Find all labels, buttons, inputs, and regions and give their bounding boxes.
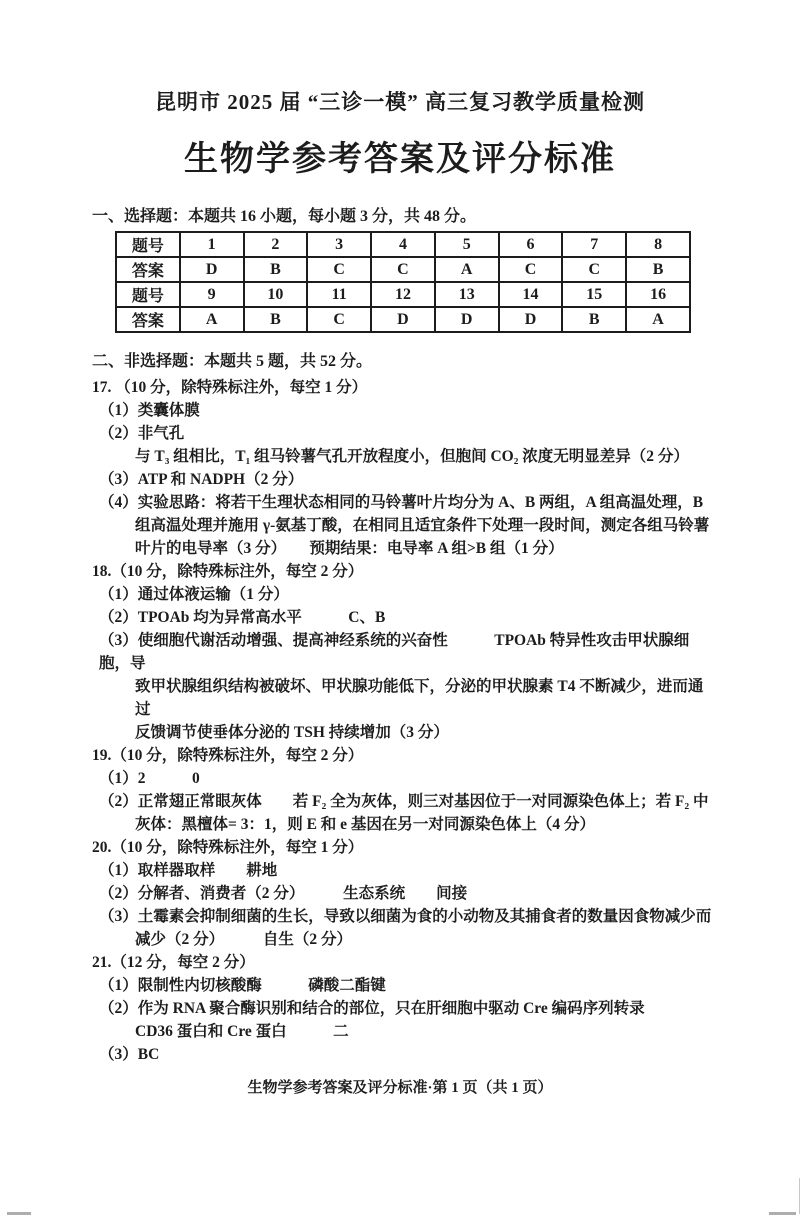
table-cell: 16 (626, 282, 690, 307)
answer-line: CD36 蛋白和 Cre 蛋白 二 (135, 1023, 349, 1040)
answer-line: 致甲状腺组织结构被破坏、甲状腺功能低下，分泌的甲状腺素 T4 不断减少，进而通过 (135, 678, 704, 718)
answer-line: 叶片的电导率（3 分） 预期结果：电导率 A 组>B 组（1 分） (135, 540, 564, 557)
table-cell: C (371, 257, 435, 282)
scan-artifact-bottom-right (769, 1212, 796, 1215)
table-cell: 1 (180, 232, 244, 257)
answer-line: （3）使细胞代谢活动增强、提高神经系统的兴奋性 TPOAb 特异性攻击甲状腺细胞，导 (99, 632, 690, 672)
table-cell: B (562, 307, 626, 332)
answer-line: 18.（10 分，除特殊标注外，每空 2 分） (92, 563, 364, 580)
table-cell: 6 (499, 232, 563, 257)
table-cell: 2 (244, 232, 308, 257)
answer-line: 17. （10 分，除特殊标注外，每空 1 分） (92, 379, 368, 396)
answer-line: 21.（12 分，每空 2 分） (92, 954, 255, 971)
table-cell: 5 (435, 232, 499, 257)
table-cell: C (499, 257, 563, 282)
table-cell: 8 (626, 232, 690, 257)
table-cell: 7 (562, 232, 626, 257)
table-cell: C (562, 257, 626, 282)
table-row-label: 答案 (116, 257, 180, 282)
table-cell: 15 (562, 282, 626, 307)
page-footer: 生物学参考答案及评分标准·第 1 页（共 1 页） (247, 1080, 553, 1096)
answer-line: （1）类囊体膜 (99, 402, 200, 419)
table-cell: B (626, 257, 690, 282)
answer-line: （2）非气孔 (99, 425, 185, 442)
table-row-label: 答案 (116, 307, 180, 332)
table-cell: B (244, 257, 308, 282)
choice-section-heading: 一、选择题：本题共 16 小题，每小题 3 分，共 48 分。 (92, 208, 477, 225)
exam-title: 昆明市 2025 届 “三诊一模” 高三复习教学质量检测 (155, 90, 645, 114)
table-cell: C (307, 257, 371, 282)
table-row (116, 282, 690, 307)
choice-answer-table (115, 231, 691, 333)
answer-line: 减少（2 分） 自生（2 分） (135, 931, 353, 948)
table-cell: A (626, 307, 690, 332)
answer-line: （1）2 0 (99, 770, 200, 787)
answer-line: （2）正常翅正常眼灰体 若 F₂ 全为灰体，则三对基因位于一对同源染色体上；若 F₂ 中 (99, 793, 709, 810)
table-cell: B (244, 307, 308, 332)
answer-line: 19.（10 分，除特殊标注外，每空 2 分） (92, 747, 364, 764)
table-cell: 13 (435, 282, 499, 307)
table-row (116, 307, 690, 332)
table-cell: C (307, 307, 371, 332)
page-title: 生物学参考答案及评分标准 (184, 141, 616, 178)
table-cell: 10 (244, 282, 308, 307)
scan-artifact-bottom-left (7, 1212, 31, 1215)
table-row-label: 题号 (116, 282, 180, 307)
table-cell: D (180, 257, 244, 282)
answer-line: 组高温处理并施用 γ-氨基丁酸，在相同且适宜条件下处理一段时间，测定各组马铃薯 (135, 517, 710, 534)
answer-line: （1）限制性内切核酸酶 磷酸二酯键 (99, 977, 386, 994)
table-cell: 4 (371, 232, 435, 257)
non-choice-section-heading: 二、非选择题：本题共 5 题，共 52 分。 (92, 353, 373, 370)
answer-line: 与 T₃ 组相比，T₁ 组马铃薯气孔开放程度小，但胞间 CO₂ 浓度无明显差异（2 分） (135, 448, 689, 465)
table-cell: 3 (307, 232, 371, 257)
answer-line: （2）分解者、消费者（2 分） 生态系统 间接 (99, 885, 468, 902)
answer-line: （2）作为 RNA 聚合酶识别和结合的部位，只在肝细胞中驱动 Cre 编码序列转录 (99, 1000, 645, 1017)
table-row-label: 题号 (116, 232, 180, 257)
table-cell: 14 (499, 282, 563, 307)
table-cell: D (371, 307, 435, 332)
table-cell: D (499, 307, 563, 332)
table-cell: A (180, 307, 244, 332)
table-cell: 11 (307, 282, 371, 307)
answer-line: （2）TPOAb 均为异常高水平 C、B (99, 609, 386, 626)
answer-line: （1）通过体液运输（1 分） (99, 586, 289, 603)
answer-line: 20.（10 分，除特殊标注外，每空 1 分） (92, 839, 364, 856)
answer-line: 灰体：黑檀体= 3：1，则 E 和 e 基因在另一对同源染色体上（4 分） (135, 816, 596, 833)
non-choice-answers (92, 376, 717, 1066)
answer-line: （3）BC (99, 1046, 160, 1063)
answer-line: （3）土霉素会抑制细菌的生长，导致以细菌为食的小动物及其捕食者的数量因食物减少而 (99, 908, 712, 925)
answer-line: （1）取样器取样 耕地 (99, 862, 278, 879)
table-cell: A (435, 257, 499, 282)
table-row (116, 257, 690, 282)
answer-line: （4）实验思路：将若干生理状态相同的马铃薯叶片均分为 A、B 两组，A 组高温处理，B (99, 494, 704, 511)
answer-line: （3）ATP 和 NADPH（2 分） (99, 471, 304, 488)
table-cell: 12 (371, 282, 435, 307)
table-cell: D (435, 307, 499, 332)
answer-key-page (0, 86, 800, 1217)
table-row (116, 232, 690, 257)
answer-line: 反馈调节使垂体分泌的 TSH 持续增加（3 分） (135, 724, 449, 741)
table-cell: 9 (180, 282, 244, 307)
